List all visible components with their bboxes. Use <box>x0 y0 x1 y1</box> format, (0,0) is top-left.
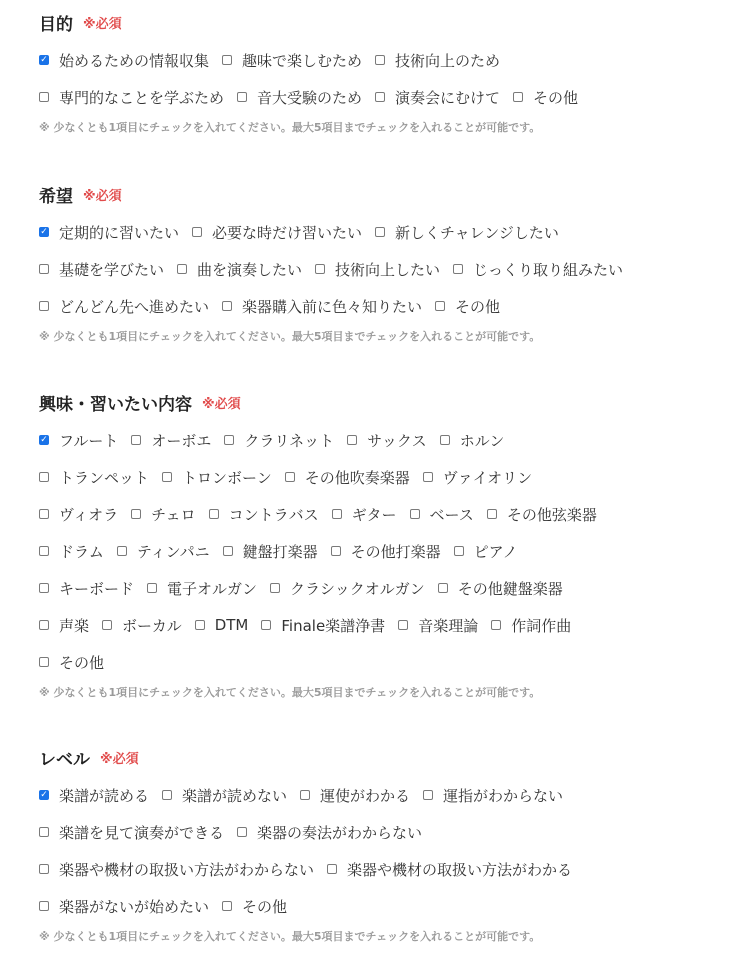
checkbox[interactable] <box>438 583 448 593</box>
checkbox-option[interactable] <box>491 615 571 636</box>
checkbox-label: ピアノ <box>473 542 518 561</box>
checkbox-label: ホルン <box>459 431 505 450</box>
checkbox[interactable] <box>332 509 342 519</box>
checkbox[interactable] <box>39 583 49 593</box>
checkbox-label: その他 <box>59 653 105 672</box>
checkbox-option[interactable] <box>39 259 164 280</box>
section-purpose <box>39 10 719 134</box>
checkbox-option[interactable] <box>331 541 441 562</box>
checkbox[interactable] <box>491 620 501 630</box>
checkbox-option[interactable] <box>222 296 422 317</box>
checkbox-option[interactable] <box>223 541 318 562</box>
option-row <box>39 859 585 879</box>
checkbox-option[interactable] <box>237 822 422 843</box>
checkbox[interactable] <box>117 546 127 556</box>
checkbox-label: 必要な時だけ習いたい <box>212 223 363 242</box>
checkbox[interactable] <box>440 435 450 445</box>
section-title-text: 希望 <box>39 186 73 207</box>
required-badge: ※必須 <box>202 396 241 412</box>
option-row <box>39 259 636 279</box>
checkbox-option[interactable] <box>440 430 505 451</box>
checkbox-option[interactable] <box>39 859 314 880</box>
checkbox-option[interactable] <box>117 541 210 562</box>
checkbox[interactable] <box>39 227 49 237</box>
checkbox[interactable] <box>327 864 337 874</box>
checkbox-label: チェロ <box>151 505 196 524</box>
checkbox-option[interactable] <box>39 467 149 488</box>
checkbox-label: 声楽 <box>59 616 90 635</box>
checkbox-option[interactable] <box>423 785 563 806</box>
section-title <box>39 10 719 34</box>
checkbox-label: 楽譜が読める <box>59 786 150 805</box>
checkbox[interactable] <box>192 227 202 237</box>
checkbox-option[interactable] <box>162 785 287 806</box>
checkbox-option[interactable] <box>438 578 563 599</box>
checkbox-label: じっくり取り組みたい <box>473 260 624 279</box>
checkbox-label: DTM <box>214 616 249 634</box>
checkbox-option[interactable] <box>375 87 500 108</box>
checkbox[interactable] <box>209 509 219 519</box>
option-row <box>39 430 517 450</box>
checkbox[interactable] <box>39 546 49 556</box>
checkbox-option[interactable] <box>102 615 182 636</box>
checkbox-option[interactable] <box>39 430 118 451</box>
checkbox-option[interactable] <box>192 222 362 243</box>
checkbox-label: ギター <box>351 505 397 524</box>
checkbox[interactable] <box>224 435 234 445</box>
checkbox-option[interactable] <box>39 50 209 71</box>
checkbox[interactable] <box>237 92 247 102</box>
checkbox-label: ティンパニ <box>136 542 210 561</box>
checkbox-label: ヴァイオリン <box>442 468 533 487</box>
section-title-text: レベル <box>39 749 90 770</box>
checkbox-option[interactable] <box>39 222 179 243</box>
checkbox-label: 音大受験のため <box>257 88 363 107</box>
checkbox-option[interactable] <box>327 859 572 880</box>
checkbox[interactable] <box>347 435 357 445</box>
checkbox[interactable] <box>39 301 49 311</box>
option-row <box>39 822 435 842</box>
checkbox-option[interactable] <box>347 430 427 451</box>
checkbox[interactable] <box>222 901 232 911</box>
checkbox-label: 技術向上のため <box>395 51 501 70</box>
required-badge: ※必須 <box>83 16 122 32</box>
checkbox-label: その他吹奏楽器 <box>304 468 410 487</box>
section-title <box>39 745 719 769</box>
checkbox[interactable] <box>195 620 205 630</box>
checkbox[interactable] <box>375 92 385 102</box>
checkbox[interactable] <box>315 264 325 274</box>
checkbox-option[interactable] <box>209 504 319 525</box>
help-note: ※ 少なくとも1項目にチェックを入れてください。最大5項目までチェックを入れることが可能です。 <box>39 686 541 699</box>
checkbox-label: 楽譜が読めない <box>182 786 288 805</box>
checkbox-label: キーボード <box>59 579 135 598</box>
checkbox[interactable] <box>487 509 497 519</box>
checkbox-option[interactable] <box>237 87 362 108</box>
section-wish <box>39 182 719 343</box>
section-level <box>39 745 719 943</box>
checkbox-label: 楽譜を見て演奏ができる <box>59 823 225 842</box>
checkbox[interactable] <box>435 301 445 311</box>
checkbox-label: 作詞作曲 <box>511 616 572 635</box>
checkbox-label: トランペット <box>59 468 150 487</box>
checkbox-option[interactable] <box>375 222 559 243</box>
checkbox-label: サックス <box>367 431 427 450</box>
checkbox-option[interactable] <box>39 87 224 108</box>
checkbox-label: 演奏会にむけて <box>395 88 501 107</box>
option-row <box>39 222 572 242</box>
checkbox[interactable] <box>131 509 141 519</box>
checkbox[interactable] <box>398 620 408 630</box>
required-badge: ※必須 <box>100 751 139 767</box>
checkbox-option[interactable] <box>39 615 89 636</box>
checkbox-label: 運使がわかる <box>320 786 411 805</box>
checkbox-label: その他打楽器 <box>350 542 441 561</box>
checkbox-option[interactable] <box>453 259 623 280</box>
checkbox-label: 定期的に習いたい <box>59 223 180 242</box>
option-row <box>39 578 576 598</box>
checkbox[interactable] <box>410 509 420 519</box>
checkbox[interactable] <box>147 583 157 593</box>
checkbox[interactable] <box>270 583 280 593</box>
option-row <box>39 785 576 805</box>
checkbox[interactable] <box>39 864 49 874</box>
checkbox-option[interactable] <box>513 87 578 108</box>
checkbox-label: その他弦楽器 <box>506 505 597 524</box>
option-row <box>39 615 584 635</box>
checkbox[interactable] <box>39 827 49 837</box>
checkbox[interactable] <box>237 827 247 837</box>
checkbox-option[interactable] <box>224 430 334 451</box>
option-row <box>39 896 300 916</box>
option-row <box>39 652 117 672</box>
checkbox[interactable] <box>177 264 187 274</box>
checkbox[interactable] <box>39 620 49 630</box>
checkbox-option[interactable] <box>147 578 257 599</box>
checkbox-option[interactable] <box>39 296 209 317</box>
checkbox[interactable] <box>300 790 310 800</box>
checkbox[interactable] <box>39 435 49 445</box>
checkbox-label: 趣味で楽しむため <box>242 51 363 70</box>
checkbox-label: 楽器がないが始めたい <box>59 897 210 916</box>
option-row <box>39 296 513 316</box>
checkbox-label: その他 <box>533 88 579 107</box>
checkbox-label: 新しくチャレンジしたい <box>395 223 559 242</box>
checkbox-option[interactable] <box>195 616 249 634</box>
section-title <box>39 390 719 414</box>
checkbox-option[interactable] <box>39 652 104 673</box>
checkbox-label: ベース <box>429 505 474 524</box>
checkbox-label: 電子オルガン <box>167 579 258 598</box>
checkbox[interactable] <box>331 546 341 556</box>
checkbox-option[interactable] <box>39 578 134 599</box>
checkbox[interactable] <box>375 55 385 65</box>
checkbox-option[interactable] <box>39 541 104 562</box>
checkbox-option[interactable] <box>39 822 224 843</box>
checkbox-option[interactable] <box>300 785 410 806</box>
checkbox-label: 曲を演奏したい <box>197 260 303 279</box>
option-row <box>39 467 545 487</box>
checkbox[interactable] <box>102 620 112 630</box>
checkbox-label: 基礎を学びたい <box>59 260 165 279</box>
checkbox-label: 専門的なことを学ぶため <box>59 88 225 107</box>
checkbox[interactable] <box>513 92 523 102</box>
checkbox-label: 楽器や機材の取扱い方法がわからない <box>59 860 315 879</box>
section-title-text: 目的 <box>39 14 73 35</box>
checkbox-option[interactable] <box>270 578 425 599</box>
checkbox-label: ドラム <box>59 542 104 561</box>
checkbox[interactable] <box>39 55 49 65</box>
checkbox-option[interactable] <box>261 615 385 636</box>
checkbox-option[interactable] <box>410 504 474 525</box>
checkbox[interactable] <box>131 435 141 445</box>
checkbox[interactable] <box>222 301 232 311</box>
checkbox-label: ボーカル <box>122 616 182 635</box>
checkbox[interactable] <box>39 472 49 482</box>
checkbox-label: ヴィオラ <box>59 505 119 524</box>
checkbox-label: どんどん先へ進めたい <box>59 297 210 316</box>
checkbox-option[interactable] <box>423 467 532 488</box>
checkbox-label: フルート <box>59 431 119 450</box>
help-note: ※ 少なくとも1項目にチェックを入れてください。最大5項目までチェックを入れることが可能です。 <box>39 330 541 343</box>
checkbox[interactable] <box>39 92 49 102</box>
checkbox-label: その他 <box>455 297 501 316</box>
checkbox-option[interactable] <box>131 504 196 525</box>
checkbox-label: 始めるための情報収集 <box>59 51 210 70</box>
help-note: ※ 少なくとも1項目にチェックを入れてください。最大5項目までチェックを入れることが可能です。 <box>39 121 541 134</box>
checkbox-label: 楽器購入前に色々知りたい <box>242 297 423 316</box>
checkbox[interactable] <box>222 55 232 65</box>
checkbox-label: 楽器や機材の取扱い方法がわかる <box>347 860 573 879</box>
checkbox-label: クラリネット <box>244 431 335 450</box>
checkbox[interactable] <box>423 472 433 482</box>
checkbox-label: 鍵盤打楽器 <box>242 542 318 561</box>
section-title-text: 興味・習いたい内容 <box>39 394 192 415</box>
option-row <box>39 50 513 70</box>
checkbox-option[interactable] <box>162 467 272 488</box>
checkbox-label: クラシックオルガン <box>290 579 425 598</box>
checkbox[interactable] <box>162 790 172 800</box>
required-badge: ※必須 <box>83 188 122 204</box>
checkbox-option[interactable] <box>222 50 362 71</box>
checkbox[interactable] <box>285 472 295 482</box>
checkbox-option[interactable] <box>39 896 209 917</box>
checkbox-option[interactable] <box>222 896 287 917</box>
checkbox[interactable] <box>162 472 172 482</box>
checkbox-option[interactable] <box>177 259 302 280</box>
section-title <box>39 182 719 206</box>
option-row <box>39 504 610 524</box>
checkbox[interactable] <box>39 790 49 800</box>
checkbox-option[interactable] <box>398 615 478 636</box>
option-row <box>39 541 530 561</box>
checkbox-label: 音楽理論 <box>418 616 479 635</box>
checkbox[interactable] <box>39 509 49 519</box>
checkbox-option[interactable] <box>39 504 118 525</box>
checkbox-label: コントラバス <box>228 505 319 524</box>
checkbox-option[interactable] <box>39 785 149 806</box>
checkbox-option[interactable] <box>131 430 211 451</box>
checkbox-label: Finale楽譜浄書 <box>281 616 386 635</box>
checkbox-label: 技術向上したい <box>335 260 441 279</box>
checkbox-option[interactable] <box>315 259 440 280</box>
checkbox[interactable] <box>423 790 433 800</box>
checkbox[interactable] <box>375 227 385 237</box>
checkbox[interactable] <box>261 620 271 630</box>
checkbox-option[interactable] <box>454 541 518 562</box>
checkbox-label: オーボエ <box>151 431 212 450</box>
checkbox-option[interactable] <box>285 467 410 488</box>
checkbox-option[interactable] <box>332 504 397 525</box>
checkbox-option[interactable] <box>487 504 597 525</box>
checkbox-option[interactable] <box>375 50 500 71</box>
checkbox-label: トロンボーン <box>182 468 272 487</box>
checkbox[interactable] <box>453 264 463 274</box>
checkbox-label: 運指がわからない <box>443 786 564 805</box>
checkbox[interactable] <box>454 546 464 556</box>
checkbox-option[interactable] <box>435 296 500 317</box>
checkbox-label: 楽器の奏法がわからない <box>257 823 423 842</box>
checkbox[interactable] <box>39 657 49 667</box>
checkbox[interactable] <box>39 901 49 911</box>
section-interest <box>39 390 719 699</box>
option-row <box>39 87 591 107</box>
checkbox[interactable] <box>223 546 233 556</box>
help-note: ※ 少なくとも1項目にチェックを入れてください。最大5項目までチェックを入れることが可能です。 <box>39 930 541 943</box>
checkbox[interactable] <box>39 264 49 274</box>
checkbox-label: その他鍵盤楽器 <box>457 579 563 598</box>
checkbox-label: その他 <box>242 897 288 916</box>
